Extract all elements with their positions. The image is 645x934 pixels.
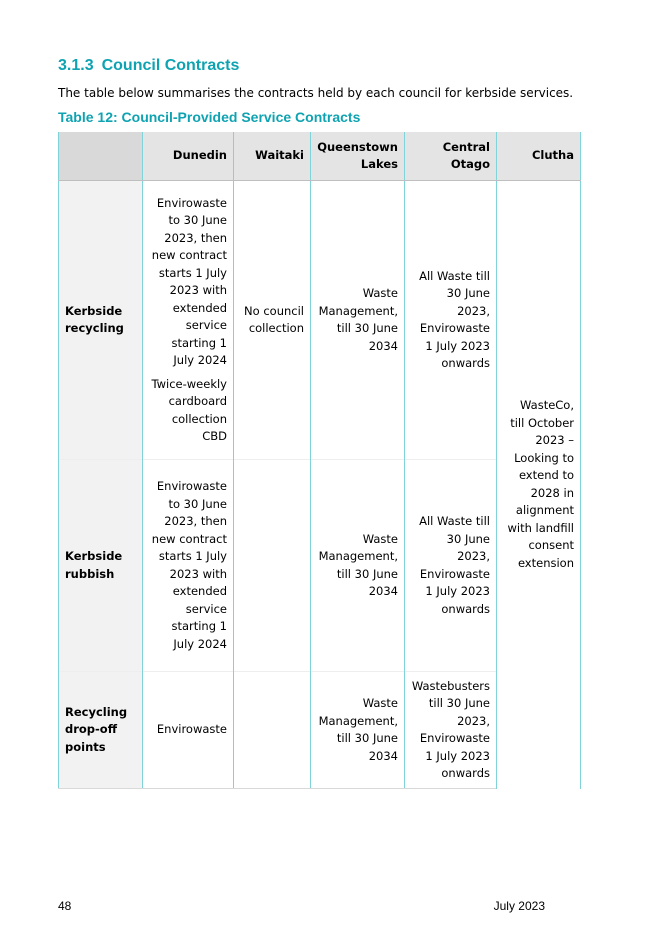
footer-date: July 2023 — [493, 899, 545, 913]
section-heading — [58, 57, 239, 75]
table-row — [59, 181, 581, 460]
cell-central-otago: Wastebusters till 30 June 2023, Envirowaste 1 July 2023 onwards — [405, 672, 497, 789]
header-waitaki: Waitaki — [234, 132, 311, 181]
cell-queenstown-lakes: Waste Management, till 30 June 2034 — [311, 460, 405, 672]
header-queenstown-lakes: Queenstown Lakes — [311, 132, 405, 181]
header-clutha: Clutha — [497, 132, 581, 181]
row-label: Kerbside rubbish — [59, 460, 143, 672]
cell-waitaki — [234, 460, 311, 672]
row-label: Recycling drop-off points — [59, 672, 143, 789]
section-number: 3.1.3 — [58, 57, 94, 74]
intro-paragraph: The table below summarises the contracts held by each council for kerbside services. — [58, 86, 574, 100]
cell-clutha: WasteCo, till October 2023 – Looking to extend to 2028 in alignment with landfill consent extension — [497, 181, 581, 789]
table-header-row — [59, 132, 581, 181]
cell-dunedin: Envirowaste to 30 June 2023, then new contract starts 1 July 2023 with extended service starting 1 July 2024 — [143, 460, 234, 672]
cell-queenstown-lakes: Waste Management, till 30 June 2034 — [311, 181, 405, 460]
contracts-table — [58, 132, 581, 789]
table-caption: Table 12: Council-Provided Service Contracts — [58, 109, 361, 125]
cell-queenstown-lakes: Waste Management, till 30 June 2034 — [311, 672, 405, 789]
cell-central-otago: All Waste till 30 June 2023, Envirowaste 1 July 2023 onwards — [405, 460, 497, 672]
cell-paragraph: Envirowaste to 30 June 2023, then new contract starts 1 July 2023 with extended service starting 1 July 2024 — [151, 195, 227, 367]
cell-central-otago: All Waste till 30 June 2023, Envirowaste 1 July 2023 onwards — [405, 181, 497, 460]
header-corner — [59, 132, 143, 181]
header-central-otago: Central Otago — [405, 132, 497, 181]
row-label: Kerbside recycling — [59, 181, 143, 460]
cell-waitaki: No council collection — [234, 181, 311, 460]
page-number: 48 — [58, 899, 72, 913]
cell-paragraph: Twice-weekly cardboard collection CBD — [151, 376, 227, 443]
cell-waitaki — [234, 672, 311, 789]
section-title: Council Contracts — [101, 57, 240, 74]
header-dunedin: Dunedin — [143, 132, 234, 181]
cell-dunedin — [143, 181, 234, 460]
cell-dunedin: Envirowaste — [143, 672, 234, 789]
